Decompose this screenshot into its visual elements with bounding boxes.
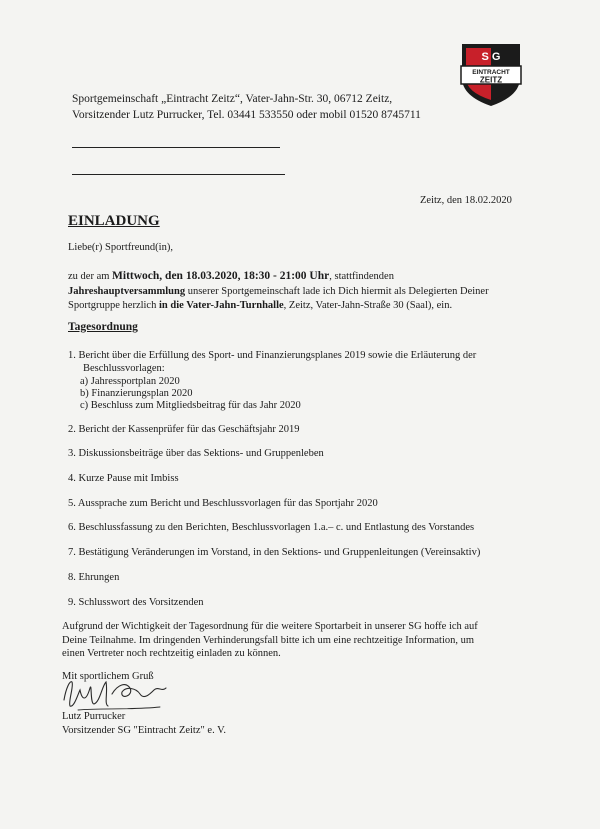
intro-line-3 [68,299,452,312]
meeting-location: in die Vater-Jahn-Turnhalle [158,300,284,311]
agenda-item-7: 7. Bestätigung Veränderungen im Vorstand, in den Sektions- und Gruppenleitungen (Vereinsaktiv) [68,547,481,558]
agenda-item-5: 5. Aussprache zum Bericht und Beschlussvorlagen für das Sportjahr 2020 [68,498,378,509]
closing-line-1: Aufgrund der Wichtigkeit der Tagesordnung für die weitere Sportarbeit in unserer SG hoffe ich auf [62,621,478,632]
intro-line-1 [68,270,394,283]
agenda-sub-b: b) Finanzierungsplan 2020 [80,388,193,399]
agenda-item-6: 6. Beschlussfassung zu den Berichten, Beschlussvorlagen 1.a.– c. und Entlastung des Vorstandes [68,522,475,533]
agenda-item-8: 8. Ehrungen [68,572,120,583]
agenda-title-text: Tagesordnung [68,321,138,333]
sender-line-2: Vorsitzender Lutz Purrucker, Tel. 03441 533550 oder mobil 01520 8745711 [72,109,421,121]
agenda-item-3: 3. Diskussionsbeiträge über das Sektions- und Gruppenleben [68,448,324,459]
agenda-item-9: 9. Schlusswort des Vorsitzenden [68,597,204,608]
title-text: EINLADUNG [68,213,160,229]
meeting-type: Jahreshauptversammlung [68,286,186,297]
agenda-item-1-line-2: Beschlussvorlagen: [83,363,165,374]
logo-top-text: S G [481,51,501,63]
agenda-sub-a: a) Jahressportplan 2020 [80,376,180,387]
intro-1-post: , stattfindenden [329,271,394,282]
signatory-name: Lutz Purrucker [62,711,126,722]
sender-line-1: Sportgemeinschaft „Eintracht Zeitz“, Vater-Jahn-Str. 30, 06712 Zeitz, [72,93,393,105]
logo-bottom-text: ZEITZ [479,75,503,85]
page-title [68,212,160,230]
intro-2-post: unserer Sportgemeinschaft lade ich Dich hiermit als Delegierten Deiner [185,286,489,297]
salutation: Liebe(r) Sportfreund(in), [68,242,173,253]
meeting-date-time: Mittwoch, den 18.03.2020, 18:30 - 21:00 Uhr [112,270,330,282]
address-line-2 [72,174,285,175]
intro-line-2 [68,285,489,298]
agenda-title [68,320,138,335]
logo-middle-text: EINTRACHT [472,69,510,76]
agenda-item-2: 2. Bericht der Kassenprüfer für das Geschäftsjahr 2019 [68,424,300,435]
signatory-role: Vorsitzender SG "Eintracht Zeitz" e. V. [62,725,226,736]
date-line: Zeitz, den 18.02.2020 [420,195,512,206]
agenda-item-1-line-1: 1. Bericht über die Erfüllung des Sport- und Finanzierungsplanes 2019 sowie die Erläuterung der [68,350,477,361]
intro-1-pre: zu der am [68,271,113,282]
intro-3-pre: Sportgruppe herzlich [68,300,159,311]
closing-line-2: Deine Teilnahme. Im dringenden Verhinderungsfall bitte ich um eine rechtzeitige Information, um [62,635,475,646]
greeting: Mit sportlichem Gruß [62,671,154,682]
handwritten-signature [60,674,170,714]
club-logo [458,38,524,108]
intro-3-post: , Zeitz, Vater-Jahn-Straße 30 (Saal), ein. [283,300,453,311]
agenda-item-4: 4. Kurze Pause mit Imbiss [68,473,179,484]
agenda-sub-c: c) Beschluss zum Mitgliedsbeitrag für das Jahr 2020 [80,400,301,411]
address-line-1 [72,147,280,148]
closing-line-3: einen Vertreter noch rechtzeitig einladen zu können. [62,648,281,659]
